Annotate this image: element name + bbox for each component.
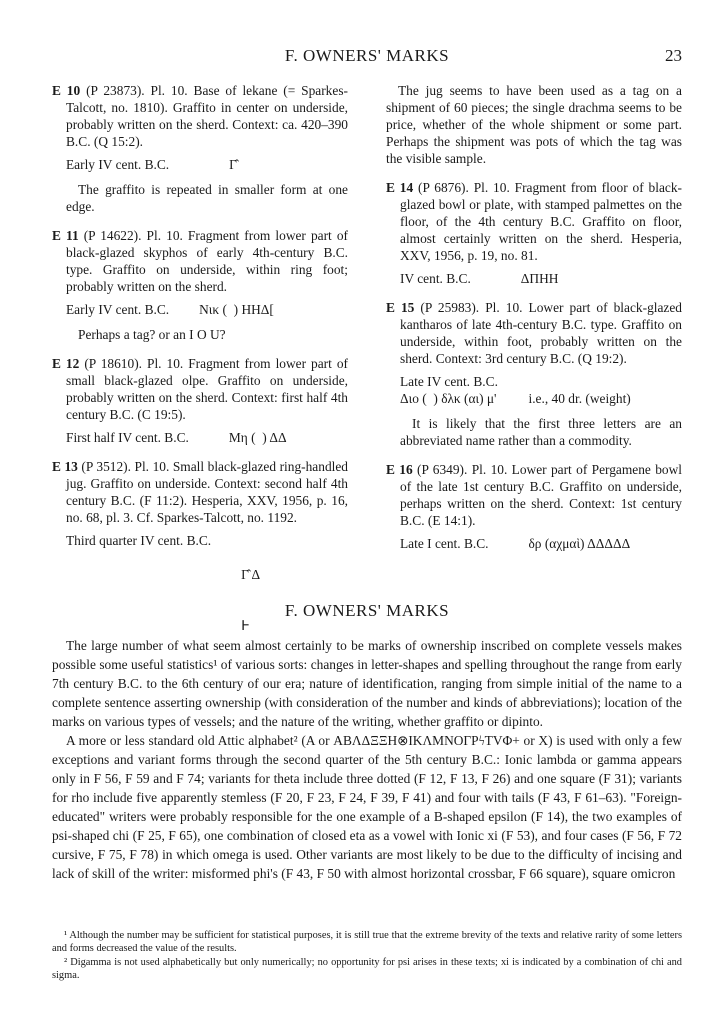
catalog-entry-e15 [386, 299, 682, 449]
entry-number: E 16 [386, 462, 413, 477]
catalog-entry-e16 [386, 461, 682, 552]
entry-number: E 13 [52, 459, 78, 474]
footnote-2: ² Digamma is not used alphabetically but only numerically; no opportunity for psi arises in these texts; xi is indicated by a combination of chi and sigma. [52, 957, 682, 981]
inscription-text: ΔΠΗΗ [520, 271, 559, 286]
inscription-row [386, 535, 682, 552]
footnote-1: ¹ Although the number may be sufficient for statistical purposes, it is still true that the extreme brevity of the texts and relative rarity of some letters and forms decreased the value of the results. [52, 930, 682, 954]
catalog-entry-e12 [52, 355, 348, 446]
page-number: 23 [665, 46, 682, 65]
running-header [52, 46, 682, 66]
intro-paragraph: The jug seems to have been used as a tag on a shipment of 60 pieces; the single drachma seems to be price, whether of the whole shipment or some part. Perhaps the shipment was pots of which the tag was the visible sample. [386, 83, 682, 166]
catalog-entry-e14 [386, 179, 682, 287]
entry-number: E 11 [52, 228, 79, 243]
inscription-date: First half IV cent. B.C. [66, 430, 189, 445]
section-body [52, 636, 682, 883]
inscription-row [386, 373, 682, 407]
inscription-text: Μη ( ) ΔΔ [228, 430, 287, 445]
inscription-text: Γ̂ [229, 157, 237, 172]
entry-text: (P 6876). Pl. 10. Fragment from floor of black-glazed bowl or plate, with stamped palmettes on the floor, of the 4th century B.C. Graffito on floor, almost certainly written on the sherd. Hesperia, XXV, 1956, p. 19, no. 81. [400, 180, 682, 263]
inscription-text: Διο ( ) δλκ (αι) μ' [400, 391, 497, 406]
entry-text: (P 6349). Pl. 10. Lower part of Pergamene bowl of the late 1st century B.C. Graffito on underside, perhaps written on the sherd. Context: 1st century B.C. (E 14:1). [400, 462, 682, 528]
inscription-row [52, 301, 348, 318]
entry-text: (P 14622). Pl. 10. Fragment from lower part of black-glazed skyphos of early 4th-century B.C. type. Graffito on underside, within ring foot; probably written on the sherd. [66, 228, 348, 294]
inscription-date: Late I cent. B.C. [400, 536, 489, 551]
entry-number: E 15 [386, 300, 415, 315]
footnotes [52, 929, 682, 983]
entry-description [52, 458, 348, 526]
inscription-line-2: Ͱ [241, 618, 250, 633]
entry-comment: The graffito is repeated in smaller form at one edge. [66, 182, 348, 214]
inscription-row [52, 156, 348, 173]
catalog-entry-e11 [52, 227, 348, 343]
inscription-date: Early IV cent. B.C. [66, 157, 170, 172]
entry-text: (P 23873). Pl. 10. Base of lekane (= Sparkes-Talcott, no. 1810). Graffito in center on underside, probably written on the sherd. Context: ca. 420–390 B.C. (Q 15:2). [66, 83, 348, 149]
entry-text: (P 18610). Pl. 10. Fragment from lower part of small black-glazed olpe. Graffito on underside, probably written on the sherd. Context: first half 4th century B.C. (C 19:5). [66, 356, 349, 422]
inscription-line-1: Γ̂ Δ [241, 567, 261, 582]
entry-description [52, 227, 348, 295]
inscription-row [386, 270, 682, 287]
inscription-line [400, 390, 682, 407]
inscription-date: Late IV cent. B.C. [400, 374, 498, 389]
inscription-date: IV cent. B.C. [400, 271, 471, 286]
entry-description [386, 179, 682, 264]
entry-comment: Perhaps a tag? or an I O U? [78, 327, 226, 342]
running-title: F. OWNERS' MARKS [284, 46, 450, 65]
section-heading: F. OWNERS' MARKS [284, 601, 450, 620]
catalog-entry-e10 [52, 82, 348, 215]
inscription-text: Νικ ( ) ΗΗΔ[ [199, 302, 274, 317]
entry-description [386, 461, 682, 529]
body-paragraph-1: The large number of what seem almost certainly to be marks of ownership inscribed on complete vessels makes possible some useful statistics¹ of various sorts: changes in letter-shapes and spelling throughout the range from early 7th century B.C. to the 6th century of our era; nature of identification, ranging from simple initial of the name to a complete sentence asserting ownership (with consideration of the number and kinds of abbreviations); location of the marks on various types of vessels; and the nature of the writing, whether graffito or dipinto. [52, 638, 682, 729]
inscription-date: Early IV cent. B.C. [66, 302, 170, 317]
inscription-row [52, 429, 348, 446]
entry-number: E 12 [52, 356, 80, 371]
inscription-text: δρ (αχμαὶ) ΔΔΔΔΔ [528, 536, 631, 551]
entry-text: (P 3512). Pl. 10. Small black-glazed ring-handled jug. Graffito on underside. Context: second half 4th century B.C. (F 11:2). Hesperia, XXV, 1956, p. 16, no. 68, pl. 3. Cf. Sparkes-Talcott, no. 1192. [66, 459, 349, 525]
right-column [386, 82, 682, 564]
entry-comment: It is likely that the first three letters are an abbreviated name rather than a commodity. [400, 416, 682, 448]
body-paragraph-2: A more or less standard old Attic alphabet² (A or ΑΒΛΔΞΞΗ⊗ΙΚΛΜΝΟΓΡϟΤVΦ+ or X) is used with only a few exceptions and variant forms through the second quarter of the 5th century B.C.: Ionic lambda or gamma appears only in F 56, F 59 and F 74; variants for theta include three dotted (F 12, F 13, F 26) and one square (F 31); variants for rho include five apparently stemless (F 20, F 23, F 24, F 39, F 41) and four with tails (F 43, F 61–63). "Foreign-educated" writers were probably responsible for the one example of a B-shaped epsilon (F 14), the two examples of psi-shaped chi (F 25, F 65), one combination of closed eta as a vowel with Ionic xi (F 53), and four cases (F 56, F 72 cursive, F 75, F 78) in which omega is used. Other variants are most likely to be due to the difficulty of incising and lack of skill of the writer: misformed phi's (F 43, F 50 with almost horizontal crossbar, F 66 square), square omicron [52, 733, 682, 881]
entry-number: E 14 [386, 180, 414, 195]
entry-description [52, 355, 348, 423]
left-column [52, 82, 348, 680]
entry-description [386, 299, 682, 367]
inscription-date: Third quarter IV cent. B.C. [66, 533, 212, 548]
entry-text: (P 25983). Pl. 10. Lower part of black-glazed kantharos of late 4th-century B.C. type. Graffito on underside, within foot, probably written on the sherd. Context: 3rd century B.C. (Q 19:2). [400, 300, 683, 366]
entry-description [52, 82, 348, 150]
inscription-gloss: i.e., 40 dr. (weight) [528, 391, 631, 406]
entry-number: E 10 [52, 83, 81, 98]
